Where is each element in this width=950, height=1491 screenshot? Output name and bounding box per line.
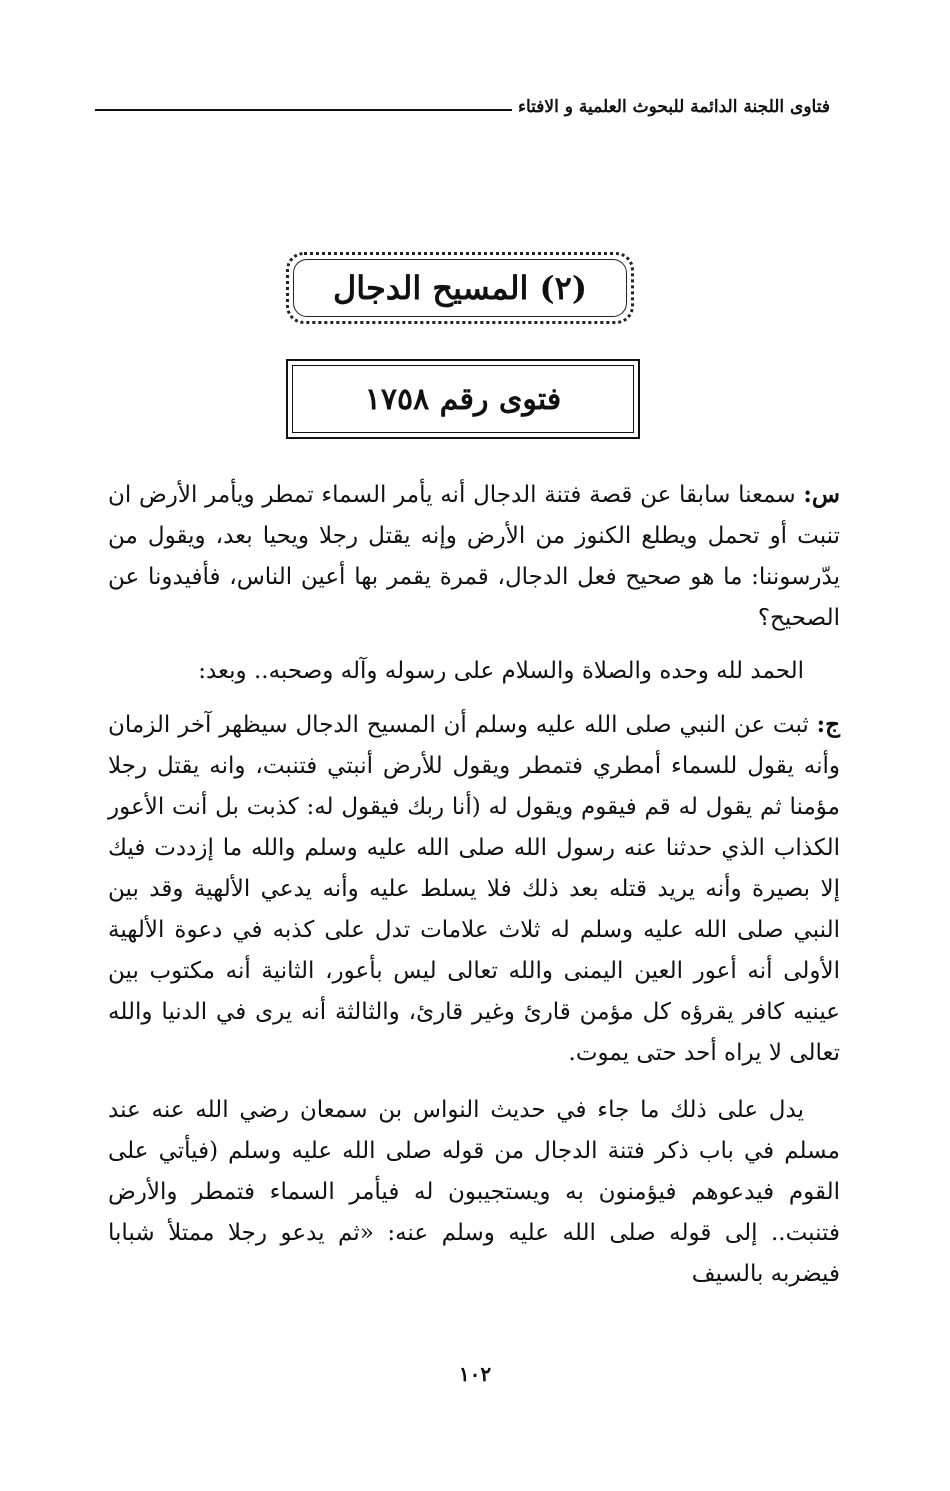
running-header xyxy=(95,92,830,122)
book-title: فتاوى اللجنة الدائمة للبحوث العلمية و الافتاء xyxy=(518,97,830,117)
fatwa-body xyxy=(108,474,840,1295)
header-rule xyxy=(95,109,512,111)
fatwa-title: فتوى رقم ١٧٥٨ xyxy=(364,381,562,417)
continuation-text: يدل على ذلك ما جاء في حديث النواس بن سمعان رضي الله عنه عند مسلم في باب ذكر فتنة الدجال من قوله صلى الله عليه وسلم (فيأتي على القوم فيدعوهم فيؤمنون به ويستجيبون له فيأمر السماء فتمطر والأرض فتنبت.. إلى قوله صلى الله عليه وسلم عنه: «ثم يدعو رجلا ممتلأ شبابا فيضربه بالسيف xyxy=(108,1097,840,1287)
answer-label: ج: xyxy=(816,711,841,738)
continuation-paragraph xyxy=(108,1090,840,1295)
chapter-heading-box xyxy=(286,252,634,324)
chapter-title: (٢) المسيح الدجال xyxy=(333,269,587,307)
answer-text: ثبت عن النبي صلى الله عليه وسلم أن المسيح الدجال سيظهر آخر الزمان وأنه يقول للسماء أمطري فتمطر ويقول للأرض أنبتي فتنبت، وانه يقتل رجلا مؤمنا ثم يقول له قم فيقوم ويقول له (أنا ربك فيقول له: كذبت بل أنت الأعور الكذاب الذي حدثنا عنه رسول الله صلى الله عليه وسلم والله ما إزددت فيك إلا بصيرة وأنه يريد قتله بعد ذلك فلا يسلط عليه وأنه يدعي الألهية وقد بين النبي صلى الله عليه وسلم له ثلاث علامات تدل على كذبه في دعوة الألهية الأولى أنه أعور العين اليمنى والله تعالى ليس بأعور، الثانية أنه مكتوب بين عينيه كافر يقرؤه كل مؤمن قارئ وغير قارئ، والثالثة أنه يرى في الدنيا والله تعالى لا يراه أحد حتى يموت. xyxy=(108,712,841,1066)
answer-paragraph xyxy=(108,704,840,1074)
question-label: س: xyxy=(803,481,840,508)
hamd-paragraph xyxy=(108,651,840,692)
hamd-text: الحمد لله وحده والصلاة والسلام على رسوله وآله وصحبه.. وبعد: xyxy=(198,658,804,684)
question-paragraph xyxy=(108,474,840,639)
page-number: ١٠٢ xyxy=(458,1362,492,1386)
question-text: سمعنا سابقا عن قصة فتنة الدجال أنه يأمر السماء تمطر ويأمر الأرض ان تنبت أو تحمل ويطلع الكنوز من الأرض وإنه يقتل رجلا ويحيا بعد، ويقول من يدّرسوننا: ما هو صحيح فعل الدجال، قمرة يقمر بها أعين الناس، فأفيدونا عن الصحيح؟ xyxy=(108,482,840,631)
fatwa-heading-box xyxy=(286,359,640,439)
